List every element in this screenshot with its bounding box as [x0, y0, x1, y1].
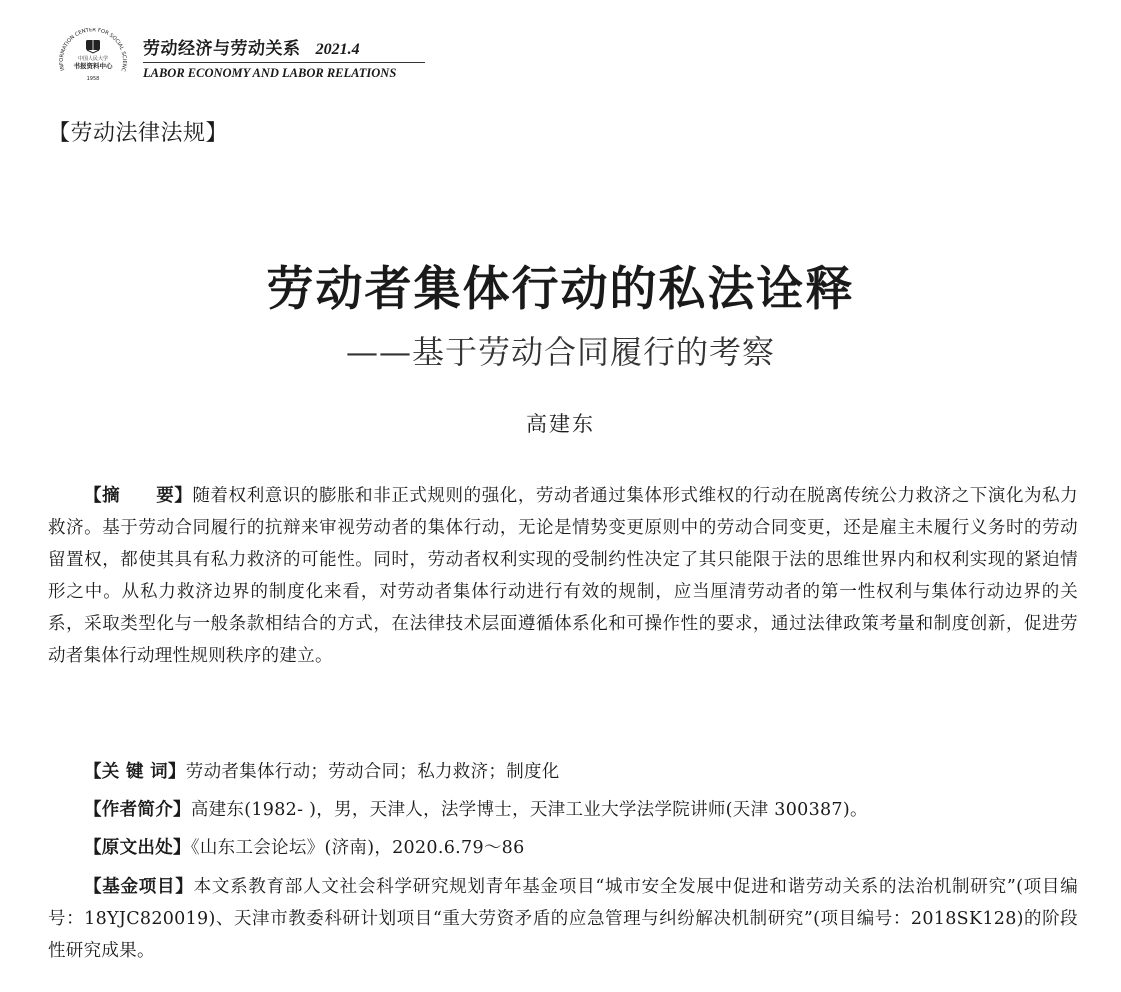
fund-label: 【基金项目】: [84, 877, 194, 897]
journal-title-block: [143, 34, 425, 81]
book-seal-icon: [86, 40, 100, 53]
abstract-text: 随着权利意识的膨胀和非正式规则的强化，劳动者通过集体形式维权的行动在脱离传统公力救济之下演化为私力救济。基于劳动合同履行的抗辩来审视劳动者的集体行动，无论是情势变更原则中的劳动合同变更，还是雇主未履行义务时的劳动留置权，都使其具有私力救济的可能性。同时，劳动者权利实现的受制约性决定了其只能限于法的思维世界内和权利实现的紧迫情形之中。从私力救济边界的制度化来看，对劳动者集体行动进行有效的规制，应当厘清劳动者的第一性权利与集体行动边界的关系，采取类型化与一般条款相结合的方式，在法律技术层面遵循体系化和可操作性的要求，通过法律政策考量和制度创新，促进劳动者集体行动理性规则秩序的建立。: [48, 486, 1078, 666]
journal-name-en: LABOR ECONOMY AND LABOR RELATIONS: [143, 66, 397, 80]
author-info: [84, 796, 868, 821]
journal-header: [55, 26, 425, 88]
header-rule: [143, 62, 425, 63]
publisher-logo: [55, 28, 131, 84]
author-info-text: 高建东(1982- )，男，天津人，法学博士，天津工业大学法学院讲师(天津 300387)。: [190, 800, 868, 820]
journal-name-cn: 劳动经济与劳动关系: [143, 39, 301, 59]
author-info-label: 【作者简介】: [84, 800, 191, 820]
keywords: [84, 758, 560, 783]
article-title: 劳动者集体行动的私法诠释: [266, 262, 855, 317]
original-source: [84, 834, 525, 859]
article-author: 高建东: [526, 412, 595, 436]
journal-issue: 2021.4: [315, 41, 360, 58]
section-heading: 【劳动法律法规】: [48, 121, 229, 146]
abstract-label: 【摘 要】: [84, 486, 193, 506]
article-subtitle: ——基于劳动合同履行的考察: [345, 333, 775, 371]
fund-project: [48, 871, 1078, 967]
abstract: [48, 480, 1078, 672]
keywords-text: 劳动者集体行动；劳动合同；私力救济；制度化: [185, 762, 560, 782]
source-text: 《山东工会论坛》(济南)，2020.6.79～86: [190, 838, 525, 858]
logo-ring-text: INFORMATION CENTER FOR SOCIAL SCIENC: [58, 28, 128, 73]
logo-inner-cn-1: 中国人民大学: [77, 56, 109, 62]
source-label: 【原文出处】: [84, 838, 191, 858]
logo-inner-cn-2: 书报资料中心: [73, 62, 113, 70]
keywords-label: 【关 键 词】: [84, 762, 186, 782]
fund-text: 本文系教育部人文社会科学研究规划青年基金项目“城市安全发展中促进和谐劳动关系的法治机制研究”(项目编号：18YJC820019)、天津市教委科研计划项目“重大劳资矛盾的应急管理与纠纷解决机制研究”(项目编号：2018SK128)的阶段性研究成果。: [48, 877, 1078, 961]
logo-year: 1958: [86, 76, 100, 82]
